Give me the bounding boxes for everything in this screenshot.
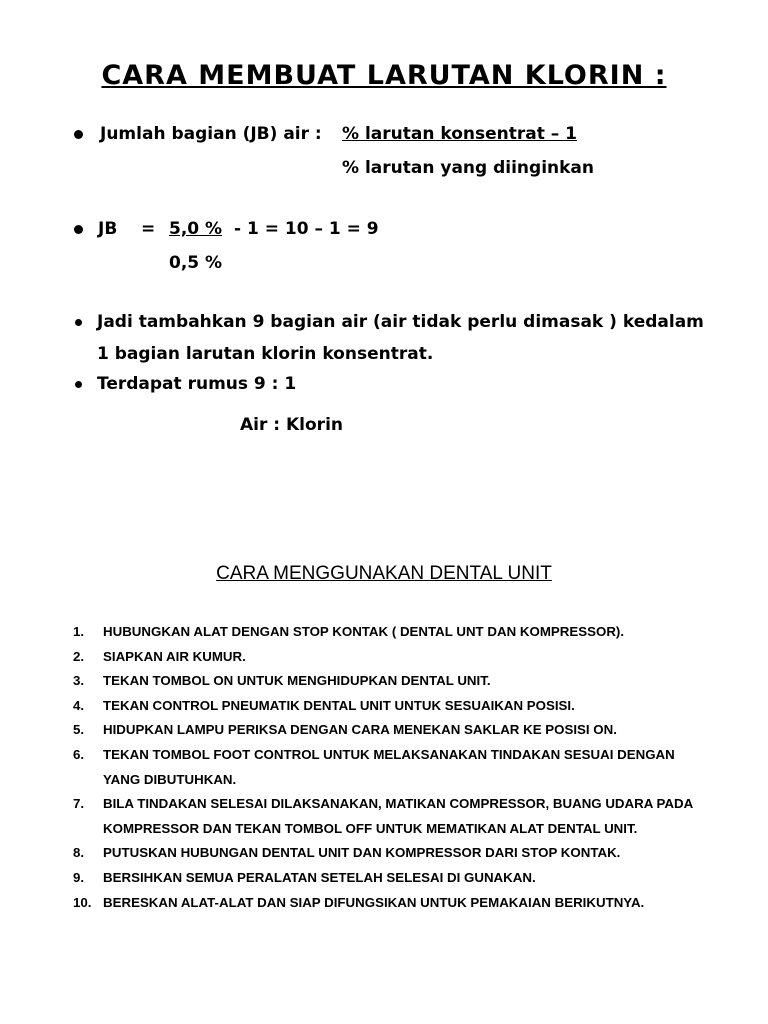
list-item xyxy=(73,792,713,841)
list-item xyxy=(73,620,713,645)
step-number: 1. xyxy=(73,624,85,639)
jb-calc-result: - 1 = 10 – 1 = 9 xyxy=(234,219,379,239)
step-number: 7. xyxy=(73,796,85,812)
jb-formula-numerator: % larutan konsentrat – 1 xyxy=(342,124,578,144)
bullet-dot xyxy=(74,130,83,139)
bullet-dot xyxy=(75,381,82,388)
bullet-dot xyxy=(75,319,82,326)
step-number: 9. xyxy=(73,869,85,885)
step-text: BERSIHKAN SEMUA PERALATAN SETELAH SELESAI DI GUNAKAN. xyxy=(103,869,536,885)
formula-ratio: Terdapat rumus 9 : 1 xyxy=(97,374,297,394)
step-number: 8. xyxy=(73,845,85,861)
instruction-line-2: 1 bagian larutan klorin konsentrat. xyxy=(97,344,434,364)
instruction-line-1: Jadi tambahkan 9 bagian air (air tidak perlu dimasak ) kedalam xyxy=(97,312,704,332)
list-item xyxy=(73,891,713,916)
list-item xyxy=(73,866,713,891)
dental-unit-title: CARA MENGGUNAKAN DENTAL UNIT xyxy=(216,563,552,584)
list-item xyxy=(73,718,713,743)
bullet-dot xyxy=(74,225,83,234)
step-text: BILA TINDAKAN SELESAI DILAKSANAKAN, MATIKAN COMPRESSOR, BUANG UDARA PADA KOMPRESSOR DAN TEKAN TOMBOL OFF UNTUK MEMATIKAN ALAT DENTAL UNIT. xyxy=(103,796,693,836)
ratio-label: Air : Klorin xyxy=(240,415,343,435)
list-item xyxy=(73,743,713,792)
jb-calc-numerator: 5,0 % xyxy=(169,219,223,239)
step-number: 4. xyxy=(73,697,85,713)
list-item xyxy=(73,694,713,719)
step-text: BERESKAN ALAT-ALAT DAN SIAP DIFUNGSIKAN UNTUK PEMAKAIAN BERIKUTNYA. xyxy=(103,894,645,910)
step-text: TEKAN TOMBOL ON UNTUK MENGHIDUPKAN DENTAL UNIT. xyxy=(103,673,491,689)
step-text: HUBUNGKAN ALAT DENGAN STOP KONTAK ( DENTAL UNT DAN KOMPRESSOR). xyxy=(103,624,625,639)
step-number: 10. xyxy=(73,894,92,910)
step-text: TEKAN CONTROL PNEUMATIK DENTAL UNIT UNTUK SESUAIKAN POSISI. xyxy=(103,697,575,713)
chlorine-solution-title: CARA MEMBUAT LARUTAN KLORIN : xyxy=(101,60,667,91)
step-number: 3. xyxy=(73,673,85,689)
jb-formula-denominator: % larutan yang diinginkan xyxy=(342,158,595,178)
step-number: 2. xyxy=(73,648,85,664)
jb-calc-denominator: 0,5 % xyxy=(169,253,223,273)
step-text: PUTUSKAN HUBUNGAN DENTAL UNIT DAN KOMPRESSOR DARI STOP KONTAK. xyxy=(103,845,621,861)
step-text: TEKAN TOMBOL FOOT CONTROL UNTUK MELAKSANAKAN TINDAKAN SESUAI DENGAN YANG DIBUTUHKAN. xyxy=(103,746,675,787)
list-item xyxy=(73,669,713,694)
list-item xyxy=(73,645,713,670)
jb-formula-label: Jumlah bagian (JB) air : xyxy=(100,124,322,144)
jb-calc-equals: = xyxy=(141,219,156,239)
jb-calc-label: JB xyxy=(98,219,118,239)
list-item xyxy=(73,841,713,866)
dental-unit-steps xyxy=(73,620,713,915)
step-text: SIAPKAN AIR KUMUR. xyxy=(103,648,246,664)
step-number: 6. xyxy=(73,746,85,762)
step-number: 5. xyxy=(73,722,85,738)
step-text: HIDUPKAN LAMPU PERIKSA DENGAN CARA MENEKAN SAKLAR KE POSISI ON. xyxy=(103,722,617,738)
